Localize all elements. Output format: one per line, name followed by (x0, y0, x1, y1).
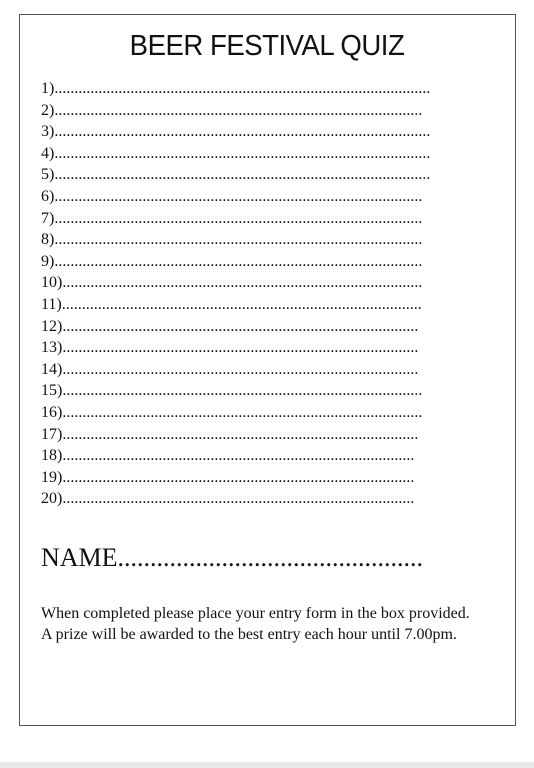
answer-line: 10).......................................................................................... (41, 274, 423, 292)
answer-line: 19)........................................................................................ (41, 468, 415, 486)
scan-edge (0, 762, 534, 768)
answer-line: 20)........................................................................................ (41, 490, 415, 508)
answer-line: 3).............................................................................................. (41, 123, 431, 141)
answer-line: 16).......................................................................................... (41, 403, 423, 421)
answer-line: 13)......................................................................................... (41, 339, 419, 357)
answer-line: 2)............................................................................................ (41, 101, 423, 119)
answer-line: 4).............................................................................................. (41, 144, 431, 162)
answer-line: 12)......................................................................................... (41, 317, 419, 335)
instructions-text: When completed please place your entry form in the box provided. A prize will be awarded to the best entry each hour until 7.00pm. (41, 605, 470, 643)
answer-list (41, 78, 471, 510)
answer-line: 17)......................................................................................... (41, 425, 419, 443)
answer-line: 7)............................................................................................ (41, 209, 423, 227)
answer-line: 9)............................................................................................ (41, 252, 423, 270)
page-title: BEER FESTIVAL QUIZ (129, 30, 405, 62)
answer-line: 15).......................................................................................... (41, 382, 423, 400)
answer-line: 8)............................................................................................ (41, 231, 423, 249)
answer-line: 1).............................................................................................. (41, 80, 431, 97)
answer-line: 14)......................................................................................... (41, 360, 419, 378)
name-field-label: NAME............................................... (41, 543, 424, 572)
answer-line: 18)........................................................................................ (41, 447, 415, 465)
answer-line: 11).......................................................................................... (41, 295, 422, 313)
answer-line: 6)............................................................................................ (41, 187, 423, 205)
answer-line: 5).............................................................................................. (41, 166, 431, 184)
